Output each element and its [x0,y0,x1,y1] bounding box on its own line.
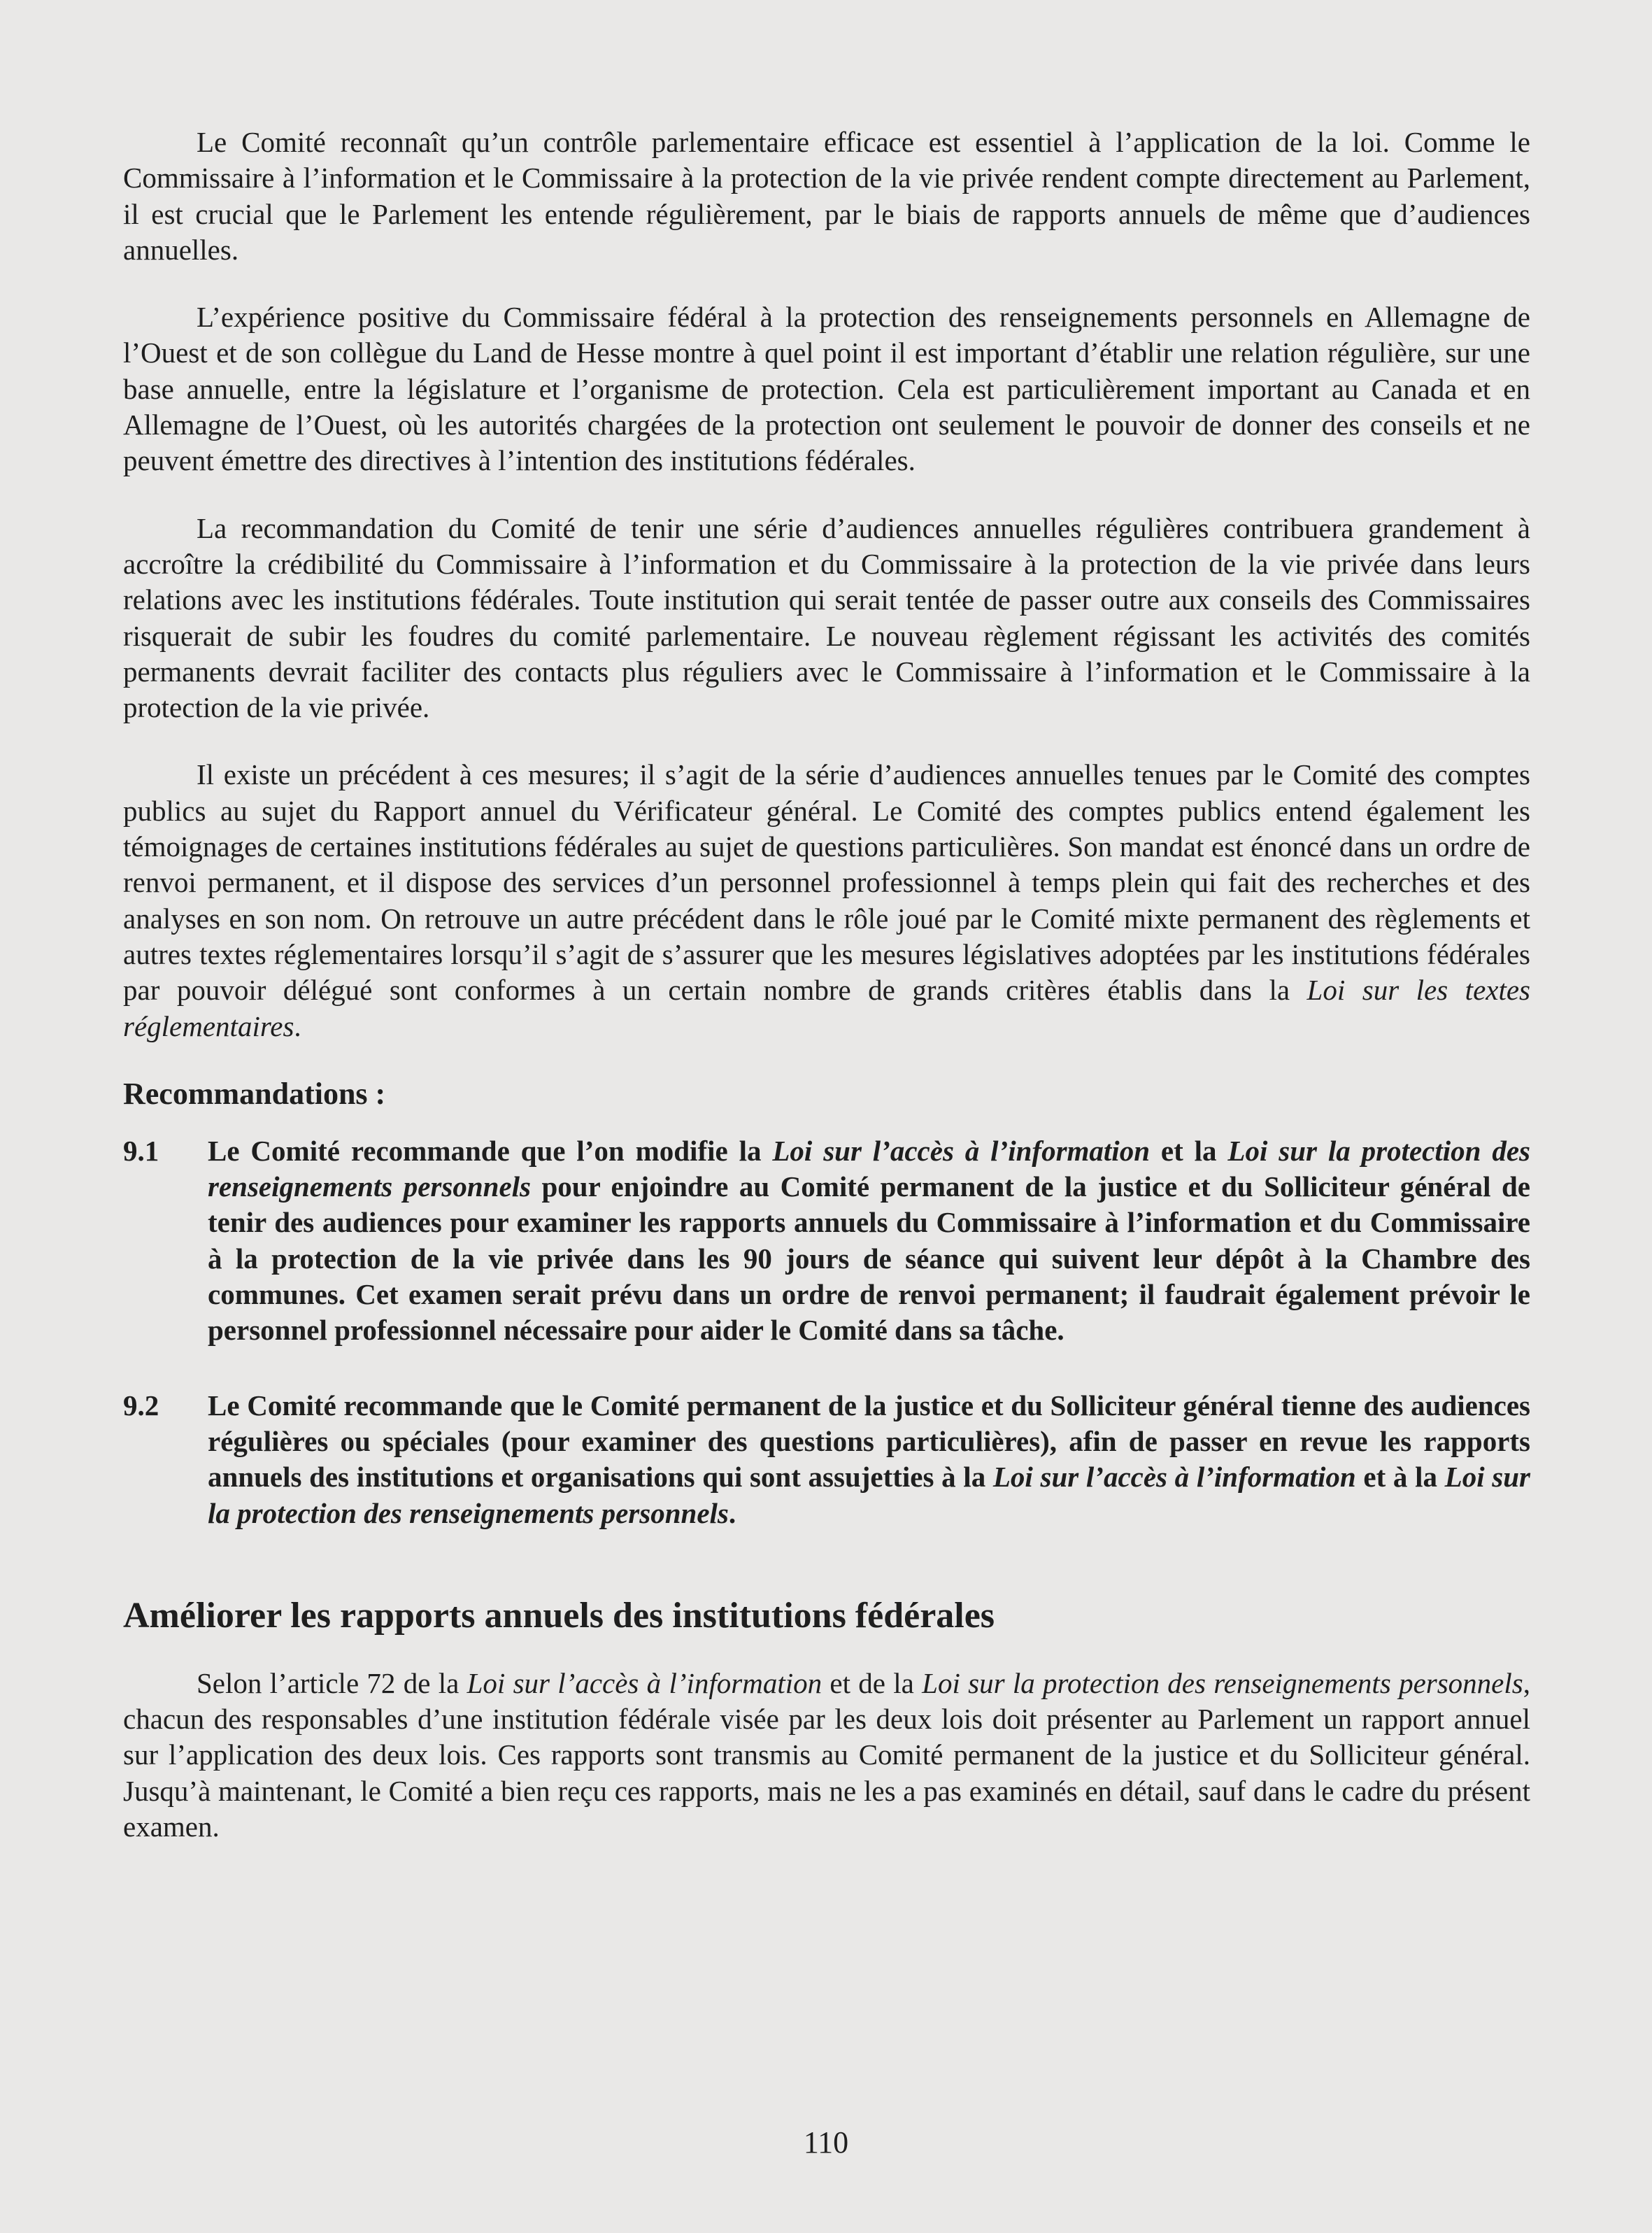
recommendation-text: et la [1150,1134,1228,1167]
recommendation-text: et à la [1355,1461,1445,1494]
law-title-access: Loi sur l’accès à l’information [467,1666,823,1699]
recommendation-text: . [728,1496,736,1529]
recommendations-heading: Recommandations : [123,1076,386,1111]
law-title-access: Loi sur l’accès à l’information [992,1461,1356,1494]
recommendation-text: pour enjoindre au Comité permanent de la justice et du Solliciteur général de tenir des audiences pour examiner les rapports annuels du Commissaire à l’information et du Commissaire à la protection de la vie privée dans les 90 jours de séance qui suivent leur dépôt à la Chambre des communes. Cet examen serait prévu dans un ordre de renvoi permanent; il faudrait également prévoir le personnel professionnel nécessaire pour aider le Comité dans sa tâche. [208,1170,1531,1347]
paragraph-precedent [123,757,1530,1044]
recommendation-number: 9.2 [123,1389,159,1422]
law-title-privacy: Loi sur la protection des renseignements personnels [208,1461,1530,1529]
final-text: et de la [822,1666,923,1699]
paragraph-annual-hearings: La recommandation du Comité de tenir une série d’audiences annuelles régulières contribuera grandement à accroître la crédibilité du Commissaire à l’information et du Commissaire à la protection de la vie privée dans leurs relations avec les institutions fédérales. Toute institution qui serait tentée de passer outre aux conseils des Commissaires risquerait de subir les foudres du comité parlementaire. Le nouveau règlement régissant les activités des comités permanents devrait faciliter des contacts plus réguliers avec le Commissaire à l’information et le Commissaire à la protection de la vie privée. [123,511,1530,724]
section-heading: Améliorer les rapports annuels des institutions fédérales [123,1595,995,1636]
precedent-text: Il existe un précédent à ces mesures; il s’agit de la série d’audiences annuelles tenues par le Comité des comptes publics au sujet du Rapport annuel du Vérificateur général. Le Comité des comptes publics entend également les témoignages de certaines institutions fédérales au sujet de questions particulières. Son mandat est énoncé dans un ordre de renvoi permanent, et il dispose des services d’un personnel professionnel à temps plein qui fait des recherches et des analyses en son nom. On retrouve un autre précédent dans le rôle joué par le Comité mixte permanent des règlements et autres textes réglementaires lorsqu’il s’agit de s’assurer que les mesures législatives adoptées par les institutions fédérales par pouvoir délégué sont conformes à un certain nombre de grands critères établis dans la [123,758,1530,1007]
paragraph-annual-reports [123,1666,1530,1845]
final-text: Selon l’article 72 de la [197,1666,467,1699]
recommendation-9-2 [123,1388,1530,1531]
precedent-law-title: Loi sur les textes réglementaires [123,974,1531,1042]
recommendation-number: 9.1 [123,1134,159,1167]
law-title-privacy: Loi sur la protection des renseignements personnels [922,1666,1523,1699]
paragraph-west-germany-experience: L’expérience positive du Commissaire fédéral à la protection des renseignements personnels en Allemagne de l’Ouest et de son collègue du Land de Hesse montre à quel point il est important d’établir une relation régulière, sur une base annuelle, entre la législature et l’organisme de protection. Cela est particulièrement important au Canada et en Allemagne de l’Ouest, où les autorités chargées de la protection ont seulement le pouvoir de donner des conseils et ne peuvent émettre des directives à l’intention des institutions fédérales. [123,301,1530,477]
final-text: , chacun des responsables d’une institution fédérale visée par les deux lois doit présenter au Parlement un rapport annuel sur l’application des deux lois. Ces rapports sont transmis au Comité permanent de la justice et du Solliciteur général. Jusqu’à maintenant, le Comité a bien reçu ces rapports, mais ne les a pas examinés en détail, sauf dans le cadre du présent examen. [123,1666,1530,1843]
page-number: 110 [803,2125,849,2160]
recommendation-text: Le Comité recommande que l’on modifie la [208,1134,773,1167]
law-title-access: Loi sur l’accès à l’information [772,1134,1150,1167]
paragraph-parliamentary-control: Le Comité reconnaît qu’un contrôle parlementaire efficace est essentiel à l’application de la loi. Comme le Commissaire à l’information et le Commissaire à la protection de la vie privée rendent compte directement au Parlement, il est crucial que le Parlement les entende régulièrement, par le biais de rapports annuels de même que d’audiences annuelles. [123,126,1530,266]
law-title-privacy: Loi sur la protection des renseignements personnels [208,1134,1530,1203]
recommendation-9-1 [123,1133,1530,1349]
recommendation-text: Le Comité recommande que le Comité permanent de la justice et du Solliciteur général tienne des audiences régulières ou spéciales (pour examiner des questions particulières), afin de passer en revue les rapports annuels des institutions et organisations qui sont assujetties à la [208,1389,1530,1494]
document-page [123,125,1530,1876]
precedent-end: . [294,1009,301,1042]
